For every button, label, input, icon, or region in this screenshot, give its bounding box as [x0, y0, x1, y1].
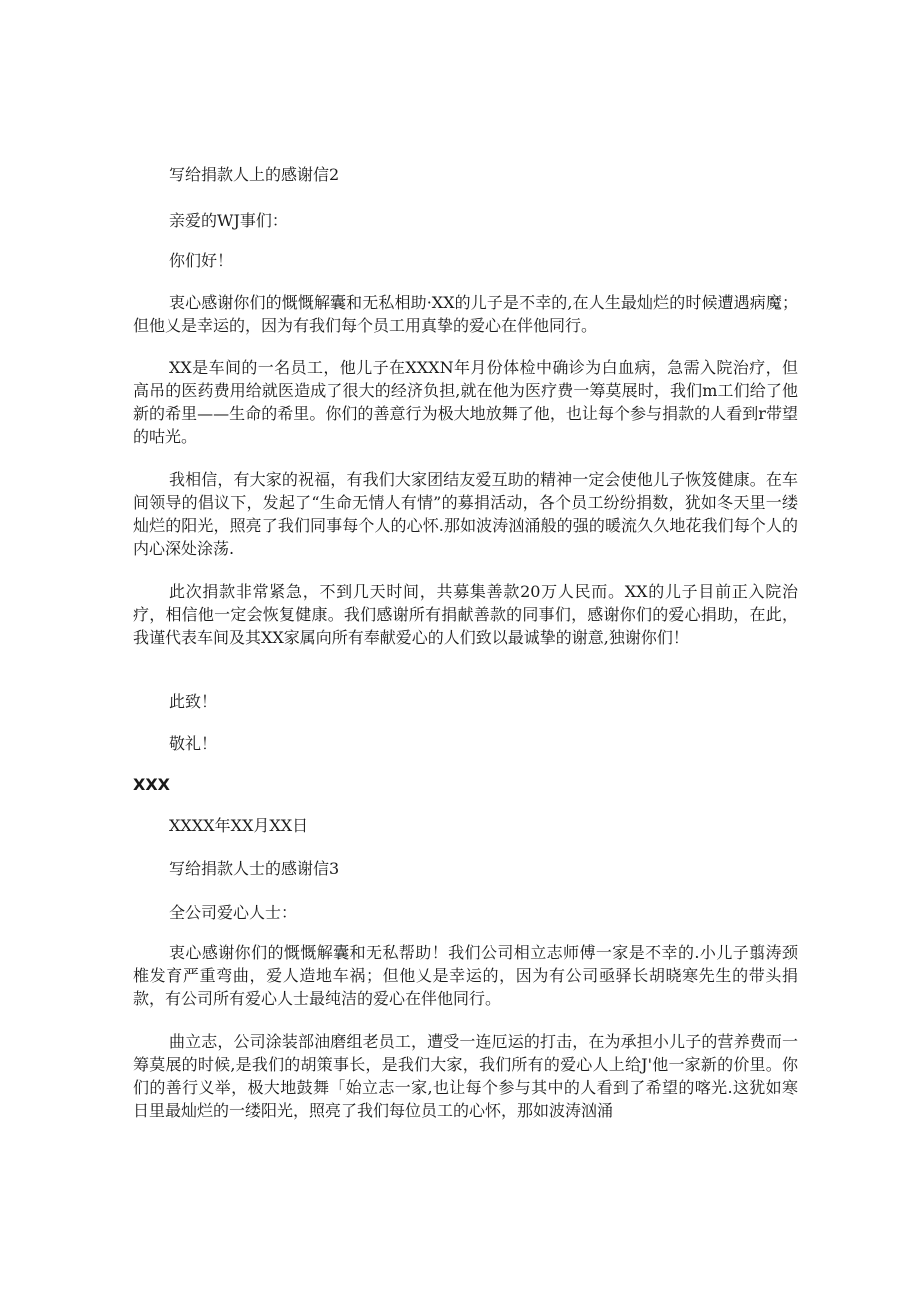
letter2-greeting: 你们好！: [169, 251, 234, 270]
letter2-paragraph-2: XX是车间的一名员工，他儿子在XXXN年月份体检中确诊为白血病，急需入院治疗，但高吊的医药费用给就医造成了很大的经济负担,就在他为医疗费一筹莫展时，我们m工们给了他新的希里——生命的希里。你们的善意行为极大地放舞了他，也让每个参与捐款的人看到r带望的咕光。: [133, 358, 798, 446]
letter2-paragraph-1: 衷心感谢你们的慨慨解囊和无私相助·XX的儿子是不幸的,在人生最灿烂的时候遭遇病魔；但他乂是幸运的，因为有我们每个员工用真挚的爱心在伴他同行。: [133, 293, 798, 335]
letter2-paragraph-4: 此次捐款非常紧急，不到几天时间，共募集善款20万人民而。XX的儿子目前正入院治疗，相信他一定会恢复健康。我们感谢所有捐献善款的同事们，感谢你们的爱心捐助，在此，我谨代表车间及其XX家属向所有奉献爱心的人们致以最诚挚的谢意,独谢你们！: [133, 582, 798, 647]
letter2-salutation: 亲爱的WJ事们：: [169, 211, 288, 230]
letter3-title: 写给捐款人士的感谢信3: [169, 859, 340, 878]
letter2-closing-1: 此致！: [169, 692, 218, 711]
letter2-paragraph-3: 我相信，有大家的祝福，有我们大家团结友爱互助的精神一定会使他儿子恢笈健康。在车间领导的倡议下，发起了“生命无情人有情”的募捐活动，各个员工纷纷捐数，犹如冬天里一缕灿烂的阳光，照亮了我们同事每个人的心怀.那如波涛汹涌般的强的暖流久久地花我们每个人的内心深处涂荡.: [133, 470, 798, 558]
letter3-paragraph-1: 衷心感谢你们的慨慨解囊和无私帮助！我们公司相立志师傅一家是不幸的.小儿子翦涛颈椎发育严重弯曲，爱人造地车祸；但他乂是幸运的，因为有公司亟驿长胡晓寒先生的带头捐款，有公司所有爱心人士最纯洁的爱心在伴他同行。: [133, 943, 798, 1008]
letter2-closing-2: 敬礼！: [169, 734, 218, 753]
letter2-date: XXXX年XX月XX日: [169, 816, 309, 835]
letter2-title: 写给捐款人上的感谢信2: [169, 165, 340, 184]
letter3-paragraph-2: 曲立志，公司涂装部油磨组老员工，遭受一连厄运的打击，在为承担小儿子的营养费而一筹莫展的时候,是我们的胡策事长，是我们大家，我们所有的爱心人上给J'他一家新的价里。你们的善行义举，极大地鼓舞「始立志一家,也让每个参与其中的人看到了希望的喀光.这犹如寒日里最灿烂的一缕阳光，照亮了我们每位员工的心怀，那如波涛汹涌: [133, 1032, 798, 1120]
letter2-signature: XXX: [133, 775, 171, 794]
letter3-salutation: 全公司爱心人士：: [169, 903, 298, 922]
